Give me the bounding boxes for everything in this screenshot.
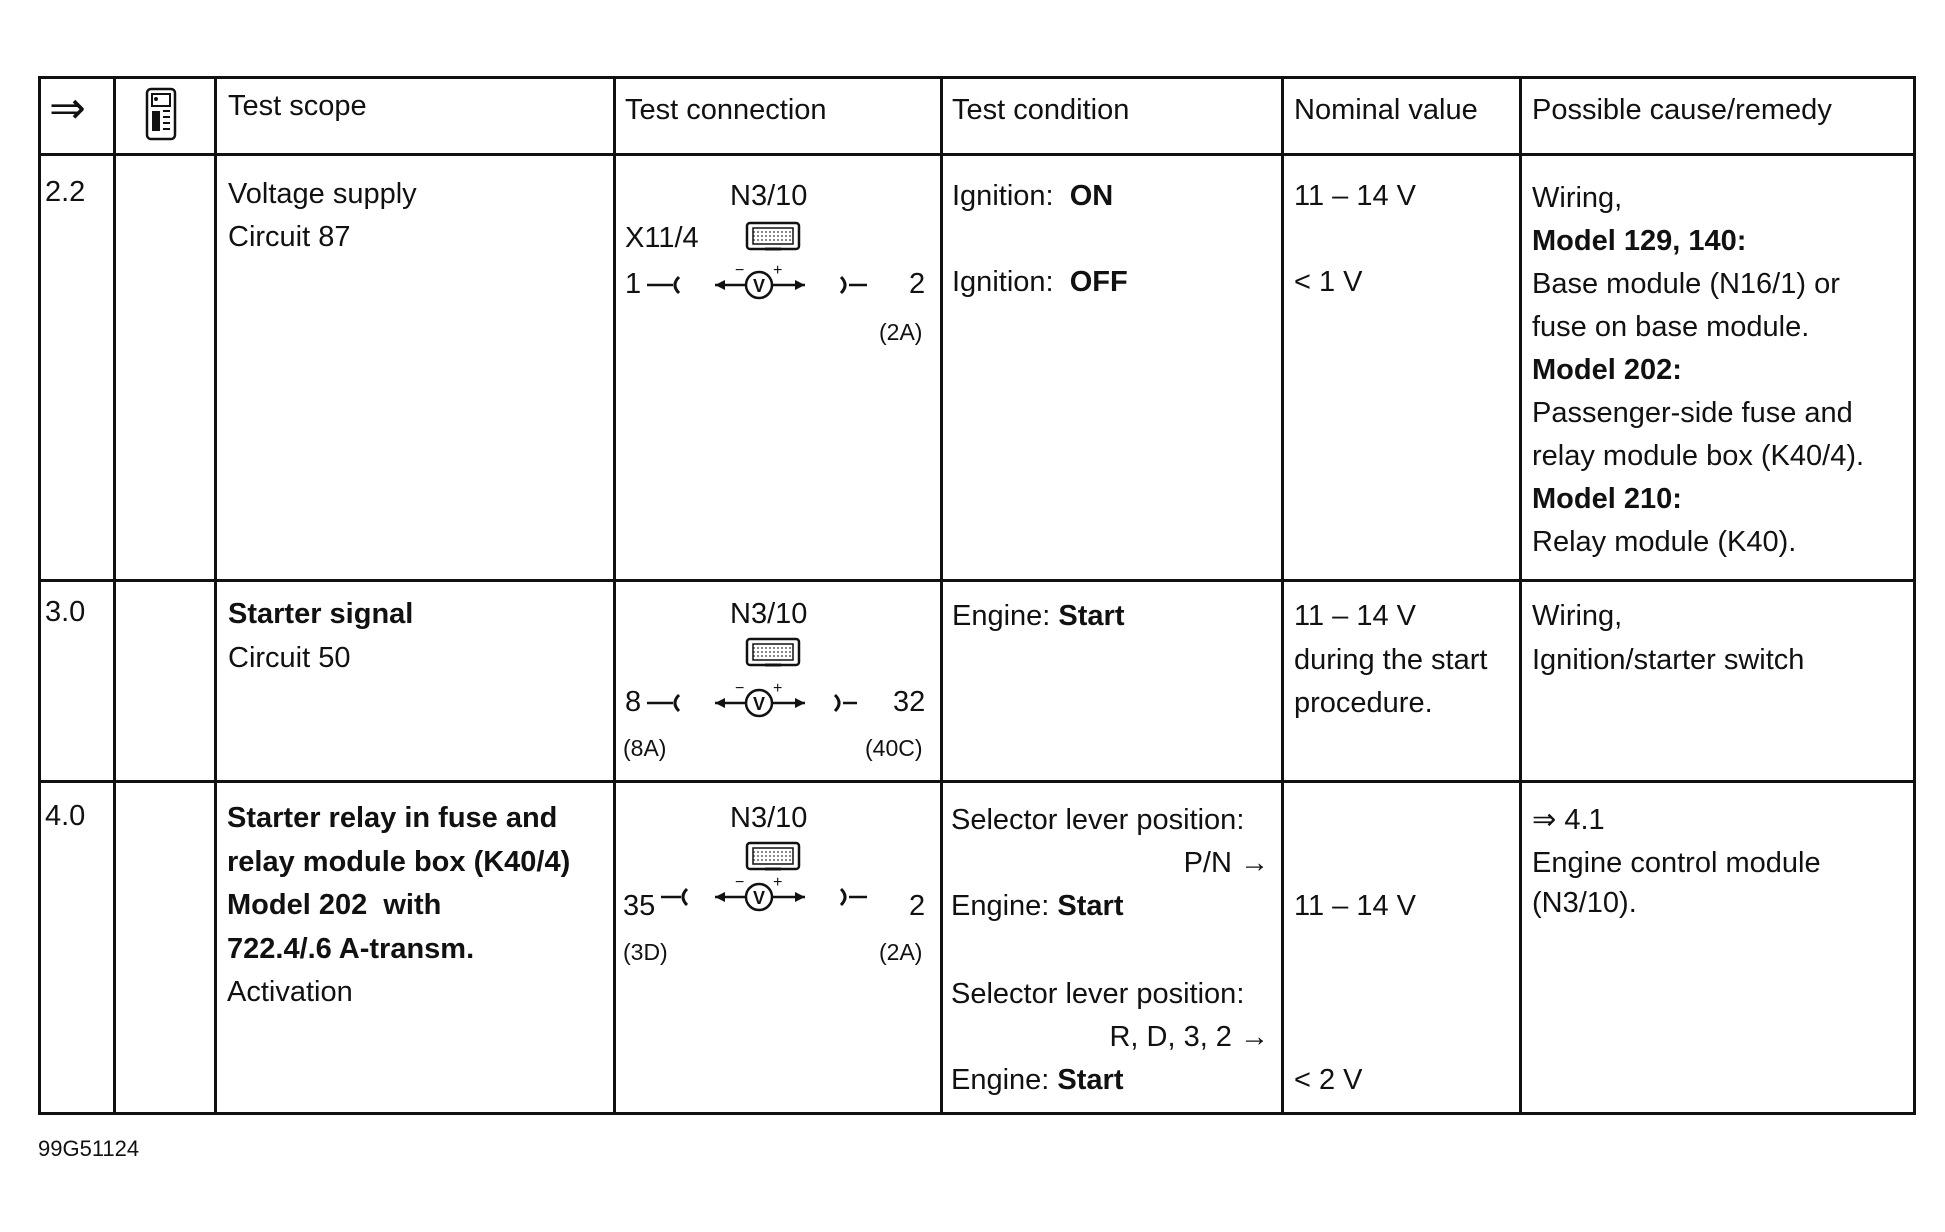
condition-line: P/N → xyxy=(1183,847,1269,879)
test-scope-line: Voltage supply xyxy=(228,178,417,210)
step-number: 3.0 xyxy=(45,596,86,628)
cause-line: ⇒ 4.1 xyxy=(1532,804,1605,836)
cause-line: fuse on base module. xyxy=(1532,311,1810,343)
column-divider xyxy=(940,79,943,1112)
svg-text:+: + xyxy=(773,681,783,697)
nominal-value: 11 – 14 V xyxy=(1294,180,1417,212)
condition-line: Selector lever position: xyxy=(951,978,1245,1010)
svg-text:−: − xyxy=(735,263,745,279)
cause-line: relay module box (K40/4). xyxy=(1532,440,1865,472)
cause-line: Base module (N16/1) or xyxy=(1532,268,1840,300)
nominal-value: 11 – 14 V xyxy=(1294,600,1417,632)
cause-line: Passenger-side fuse and xyxy=(1532,397,1853,429)
test-scope-line: Activation xyxy=(227,976,353,1008)
test-scope-line: relay module box (K40/4) xyxy=(227,846,571,878)
svg-text:V: V xyxy=(753,694,766,714)
left-pin: 8 xyxy=(625,686,642,718)
test-scope-line: Circuit 50 xyxy=(228,642,351,674)
svg-text:+: + xyxy=(773,875,783,891)
column-divider xyxy=(113,79,116,1112)
test-scope-line: Starter signal xyxy=(228,598,414,630)
module-connector-icon xyxy=(745,635,801,678)
test-scope-line: Circuit 87 xyxy=(228,221,351,253)
right-pin-sub: (2A) xyxy=(879,319,923,345)
svg-text:V: V xyxy=(753,276,766,296)
condition-line: Selector lever position: xyxy=(951,804,1245,836)
svg-text:V: V xyxy=(753,888,766,908)
row-divider xyxy=(41,153,1913,156)
column-divider xyxy=(613,79,616,1112)
header-nominal-value: Nominal value xyxy=(1294,94,1478,126)
left-pin: 35 xyxy=(623,890,656,922)
condition-line: Ignition: ON xyxy=(952,180,1114,212)
condition-line: Engine: Start xyxy=(952,600,1125,632)
connector-label: X11/4 xyxy=(625,222,699,254)
column-divider xyxy=(1281,79,1284,1112)
svg-text:−: − xyxy=(735,875,745,891)
module-connector-icon xyxy=(745,219,801,262)
svg-text:+: + xyxy=(773,263,783,279)
condition-line: Ignition: OFF xyxy=(952,266,1128,298)
cause-line: (N3/10). xyxy=(1532,887,1637,919)
module-label: N3/10 xyxy=(730,598,808,630)
right-pin: 2 xyxy=(909,268,926,300)
arrow-header: ⇒ xyxy=(49,84,86,133)
nominal-value: < 1 V xyxy=(1294,266,1363,298)
row-divider xyxy=(41,780,1913,783)
cause-line: Relay module (K40). xyxy=(1532,526,1797,558)
module-label: N3/10 xyxy=(730,802,808,834)
left-pin-sub: (3D) xyxy=(623,939,668,965)
test-scope-line: Model 202 with xyxy=(227,889,442,921)
right-pin-sub: (40C) xyxy=(865,735,923,761)
cause-line: Engine control module xyxy=(1532,847,1821,879)
nominal-value: 11 – 14 V xyxy=(1294,890,1417,922)
nominal-value: < 2 V xyxy=(1294,1064,1363,1096)
voltmeter-symbol xyxy=(645,263,885,312)
condition-line: Engine: Start xyxy=(951,1064,1124,1096)
right-pin-sub: (2A) xyxy=(879,939,923,965)
test-table xyxy=(38,76,1916,1115)
step-number: 2.2 xyxy=(45,176,86,208)
module-label: N3/10 xyxy=(730,180,808,212)
header-test-connection: Test connection xyxy=(625,94,827,126)
left-pin-sub: (8A) xyxy=(623,735,667,761)
condition-line: Engine: Start xyxy=(951,890,1124,922)
test-scope-line: Starter relay in fuse and xyxy=(227,802,558,834)
voltmeter-symbol xyxy=(659,875,899,924)
cause-line: Ignition/starter switch xyxy=(1532,644,1805,676)
nominal-value: during the start xyxy=(1294,644,1488,676)
column-divider xyxy=(1519,79,1522,1112)
row-divider xyxy=(41,579,1913,582)
nominal-value: procedure. xyxy=(1294,687,1433,719)
header-test-condition: Test condition xyxy=(952,94,1130,126)
svg-text:−: − xyxy=(735,681,745,697)
header-cause-remedy: Possible cause/remedy xyxy=(1532,94,1832,126)
right-pin: 32 xyxy=(893,686,926,718)
cause-line: Model 210: xyxy=(1532,483,1682,515)
column-divider xyxy=(214,79,217,1112)
condition-line: R, D, 3, 2 → xyxy=(1109,1021,1269,1053)
left-pin: 1 xyxy=(625,268,642,300)
right-pin: 2 xyxy=(909,890,926,922)
figure-code: 99G51124 xyxy=(38,1136,140,1161)
cause-line: Wiring, xyxy=(1532,600,1623,632)
test-scope-line: 722.4/.6 A-transm. xyxy=(227,933,475,965)
step-number: 4.0 xyxy=(45,800,86,832)
cause-line: Model 129, 140: xyxy=(1532,225,1747,257)
voltmeter-symbol xyxy=(645,681,885,730)
handheld-tester-icon xyxy=(141,87,181,146)
cause-line: Model 202: xyxy=(1532,354,1682,386)
header-test-scope: Test scope xyxy=(228,90,367,122)
cause-line: Wiring, xyxy=(1532,182,1623,214)
